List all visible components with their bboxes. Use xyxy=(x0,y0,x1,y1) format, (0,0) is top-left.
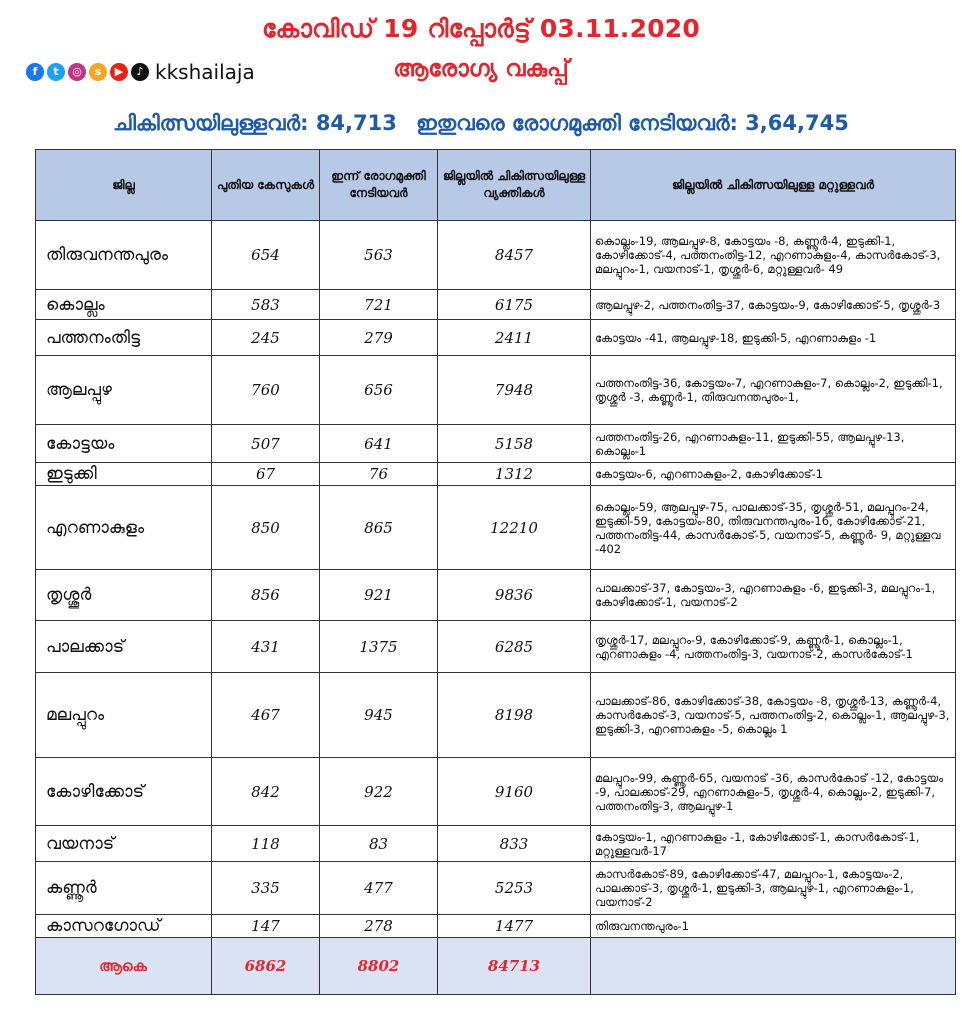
total-in-treatment: 84713 xyxy=(438,938,591,995)
cell-recovered: 865 xyxy=(320,486,438,570)
cell-new-cases: 335 xyxy=(212,862,320,915)
header-new-cases: പുതിയ കേസുകൾ xyxy=(212,150,320,221)
table-row xyxy=(36,425,956,463)
table-row xyxy=(36,915,956,938)
youtube-icon[interactable]: ▶ xyxy=(110,63,128,81)
cell-in-treatment: 6175 xyxy=(438,290,591,320)
tiktok-icon[interactable]: ♪ xyxy=(131,63,149,81)
cell-others: പാലക്കാട്-37, കോട്ടയം-3, എറണാകുളം -6, ഇടുക്കി-3, മലപ്പുറം-1, കോഴിക്കോട്-1, വയനാട്-2 xyxy=(591,570,956,621)
cell-district: കോഴിക്കോട് xyxy=(36,758,212,826)
table-row xyxy=(36,758,956,826)
total-others-empty xyxy=(591,938,956,995)
summary-stats xyxy=(0,111,962,136)
cell-district: കൊല്ലം xyxy=(36,290,212,320)
cell-others: കൊല്ലം-59, ആലപ്പുഴ-75, പാലക്കാട്-35, തൃശ്ശൂർ-51, മലപ്പുറം-24, ഇടുക്കി-59, കോട്ടയം-80, തിരുവനന്തപുരം-16, കോഴിക്കോട്-21, പത്തനംതിട്ട-44, കാസർകോട്-5, വയനാട്-5, കണ്ണൂർ- 9, മറ്റുള്ളവ -402 xyxy=(591,486,956,570)
cell-others: പത്തനംതിട്ട-36, കോട്ടയം-7, എറണാകുളം-7, കൊല്ലം-2, ഇടുക്കി-1, തൃശ്ശൂർ -3, കണ്ണൂർ-1, തിരുവനന്തപുരം-1, xyxy=(591,356,956,425)
stat-recovered-total: ഇതുവരെ രോഗമുക്തി നേടിയവർ: 3,64,745 xyxy=(416,111,849,135)
cell-in-treatment: 2411 xyxy=(438,320,591,356)
department-subtitle: ആരോഗ്യ വകുപ്പ് xyxy=(393,56,569,82)
cell-new-cases: 583 xyxy=(212,290,320,320)
cell-recovered: 76 xyxy=(320,463,438,486)
stat-in-treatment: ചികിത്സയിലുള്ളവർ: 84,713 xyxy=(113,111,397,135)
cell-new-cases: 147 xyxy=(212,915,320,938)
cell-others: കോട്ടയം-6, എറണാകുളം-2, കോഴിക്കോട്-1 xyxy=(591,463,956,486)
cell-others: കാസർകോട്-89, കോഴിക്കോട്-47, മലപ്പുറം-1, കോട്ടയം-2, പാലക്കാട്-3, തൃശ്ശൂർ-1, ഇടുക്കി-3, ആലപ്പുഴ-1, എറണാകുളം-1, വയനാട്-2 xyxy=(591,862,956,915)
cell-new-cases: 850 xyxy=(212,486,320,570)
table-row xyxy=(36,463,956,486)
cell-in-treatment: 1312 xyxy=(438,463,591,486)
total-new-cases: 6862 xyxy=(212,938,320,995)
report-title: കോവിഡ് 19 റിപ്പോർട്ട് 03.11.2020 xyxy=(261,14,700,43)
table-row xyxy=(36,570,956,621)
cell-others: കൊല്ലം-19, ആലപ്പുഴ-8, കോട്ടയം -8, കണ്ണൂർ-4, ഇടുക്കി-1, കോഴിക്കോട്-4, പത്തനംതിട്ട-12, എറണാകുളം-4, കാസർകോട്-3, മലപ്പുറം-1, വയനാട്-1, തൃശ്ശൂർ-6, മറ്റുള്ളവർ- 49 xyxy=(591,221,956,290)
cell-others: കോട്ടയം-1, എറണാകുളം -1, കോഴിക്കോട്-1, കാസർകോട്-1, മറ്റുള്ളവർ-17 xyxy=(591,826,956,862)
cell-others: പാലക്കാട്-86, കോഴിക്കോട്-38, കോട്ടയം -8, തൃശ്ശൂർ-13, കണ്ണൂർ-4, കാസർകോട്-3, വയനാട്-5, പത്തനംതിട്ട-2, കൊല്ലം-1, ആലപ്പുഴ-3, ഇടുക്കി-3, എറണാകുളം -5, കൊല്ലം 1 xyxy=(591,673,956,758)
table-row xyxy=(36,356,956,425)
cell-recovered: 721 xyxy=(320,290,438,320)
cell-new-cases: 856 xyxy=(212,570,320,621)
cell-district: തിരുവനന്തപുരം xyxy=(36,221,212,290)
cell-recovered: 279 xyxy=(320,320,438,356)
cell-others: തിരുവനന്തപുരം-1 xyxy=(591,915,956,938)
cell-new-cases: 842 xyxy=(212,758,320,826)
cell-recovered: 563 xyxy=(320,221,438,290)
cell-recovered: 278 xyxy=(320,915,438,938)
cell-in-treatment: 7948 xyxy=(438,356,591,425)
cell-district: ഇടുക്കി xyxy=(36,463,212,486)
cell-district: എറണാകുളം xyxy=(36,486,212,570)
table-row xyxy=(36,673,956,758)
district-table xyxy=(35,149,956,995)
cell-district: വയനാട് xyxy=(36,826,212,862)
cell-new-cases: 507 xyxy=(212,425,320,463)
cell-recovered: 922 xyxy=(320,758,438,826)
cell-new-cases: 67 xyxy=(212,463,320,486)
cell-new-cases: 760 xyxy=(212,356,320,425)
header-recovered: ഇന്ന് രോഗമുക്തി നേടിയവർ xyxy=(320,150,438,221)
cell-in-treatment: 833 xyxy=(438,826,591,862)
cell-in-treatment: 9160 xyxy=(438,758,591,826)
cell-district: പാലക്കാട് xyxy=(36,621,212,673)
cell-new-cases: 467 xyxy=(212,673,320,758)
table-row xyxy=(36,290,956,320)
total-recovered: 8802 xyxy=(320,938,438,995)
header-district: ജില്ല xyxy=(36,150,212,221)
cell-in-treatment: 1477 xyxy=(438,915,591,938)
cell-district: ആലപ്പുഴ xyxy=(36,356,212,425)
cell-in-treatment: 12210 xyxy=(438,486,591,570)
cell-recovered: 641 xyxy=(320,425,438,463)
cell-district: തൃശ്ശൂർ xyxy=(36,570,212,621)
table-row xyxy=(36,486,956,570)
cell-in-treatment: 8457 xyxy=(438,221,591,290)
total-row xyxy=(36,938,956,995)
cell-district: മലപ്പുറം xyxy=(36,673,212,758)
cell-new-cases: 118 xyxy=(212,826,320,862)
twitter-icon[interactable]: t xyxy=(47,63,65,81)
header-others: ജില്ലയിൽ ചികിത്സയിലുള്ള മറ്റുള്ളവർ xyxy=(591,150,956,221)
table-row xyxy=(36,221,956,290)
cell-district: കാസറഗോഡ് xyxy=(36,915,212,938)
table-row xyxy=(36,862,956,915)
table-row xyxy=(36,826,956,862)
cell-recovered: 921 xyxy=(320,570,438,621)
table-header-row xyxy=(36,150,956,221)
facebook-icon[interactable]: f xyxy=(26,63,44,81)
table-row xyxy=(36,320,956,356)
cell-in-treatment: 9836 xyxy=(438,570,591,621)
instagram-icon[interactable]: ◎ xyxy=(68,63,86,81)
cell-district: കണ്ണൂർ xyxy=(36,862,212,915)
cell-district: പത്തനംതിട്ട xyxy=(36,320,212,356)
cell-in-treatment: 6285 xyxy=(438,621,591,673)
cell-recovered: 945 xyxy=(320,673,438,758)
cell-others: തൃശ്ശൂർ-17, മലപ്പുറം-9, കോഴിക്കോട്-9, കണ്ണൂർ-1, കൊല്ലം-1, എറണാകുളം -4, പത്തനംതിട്ട-3, വയനാട്-2, കാസർകോട്-1 xyxy=(591,621,956,673)
header-in-treatment: ജില്ലയിൽ ചികിത്സയിലുള്ള വ്യക്തികൾ xyxy=(438,150,591,221)
cell-district: കോട്ടയം xyxy=(36,425,212,463)
table-row xyxy=(36,621,956,673)
cell-recovered: 83 xyxy=(320,826,438,862)
cell-recovered: 1375 xyxy=(320,621,438,673)
cell-in-treatment: 5253 xyxy=(438,862,591,915)
total-label: ആകെ xyxy=(36,938,212,995)
cell-others: പത്തനംതിട്ട-26, എറണാകുളം-11, ഇടുക്കി-55, ആലപ്പുഴ-13, കൊല്ലം-1 xyxy=(591,425,956,463)
cell-recovered: 477 xyxy=(320,862,438,915)
cell-in-treatment: 8198 xyxy=(438,673,591,758)
sharechat-icon[interactable]: s xyxy=(89,63,107,81)
cell-in-treatment: 5158 xyxy=(438,425,591,463)
cell-new-cases: 654 xyxy=(212,221,320,290)
cell-others: കോട്ടയം -41, ആലപ്പുഴ-18, ഇടുക്കി-5, എറണാകുളം -1 xyxy=(591,320,956,356)
social-handle: kkshailaja xyxy=(155,60,255,84)
cell-others: ആലപ്പുഴ-2, പത്തനംതിട്ട-37, കോട്ടയം-9, കോഴിക്കോട്-5, തൃശ്ശൂർ-3 xyxy=(591,290,956,320)
cell-new-cases: 245 xyxy=(212,320,320,356)
cell-new-cases: 431 xyxy=(212,621,320,673)
cell-recovered: 656 xyxy=(320,356,438,425)
cell-others: മലപ്പുറം-99, കണ്ണൂർ-65, വയനാട് -36, കാസർകോട് -12, കോട്ടയം -9, പാലക്കാട്-29, എറണാകുളം-5, തൃശ്ശൂർ-4, കൊല്ലം-2, ഇടുക്കി-7, പത്തനംതിട്ട-3, ആലപ്പുഴ-1 xyxy=(591,758,956,826)
